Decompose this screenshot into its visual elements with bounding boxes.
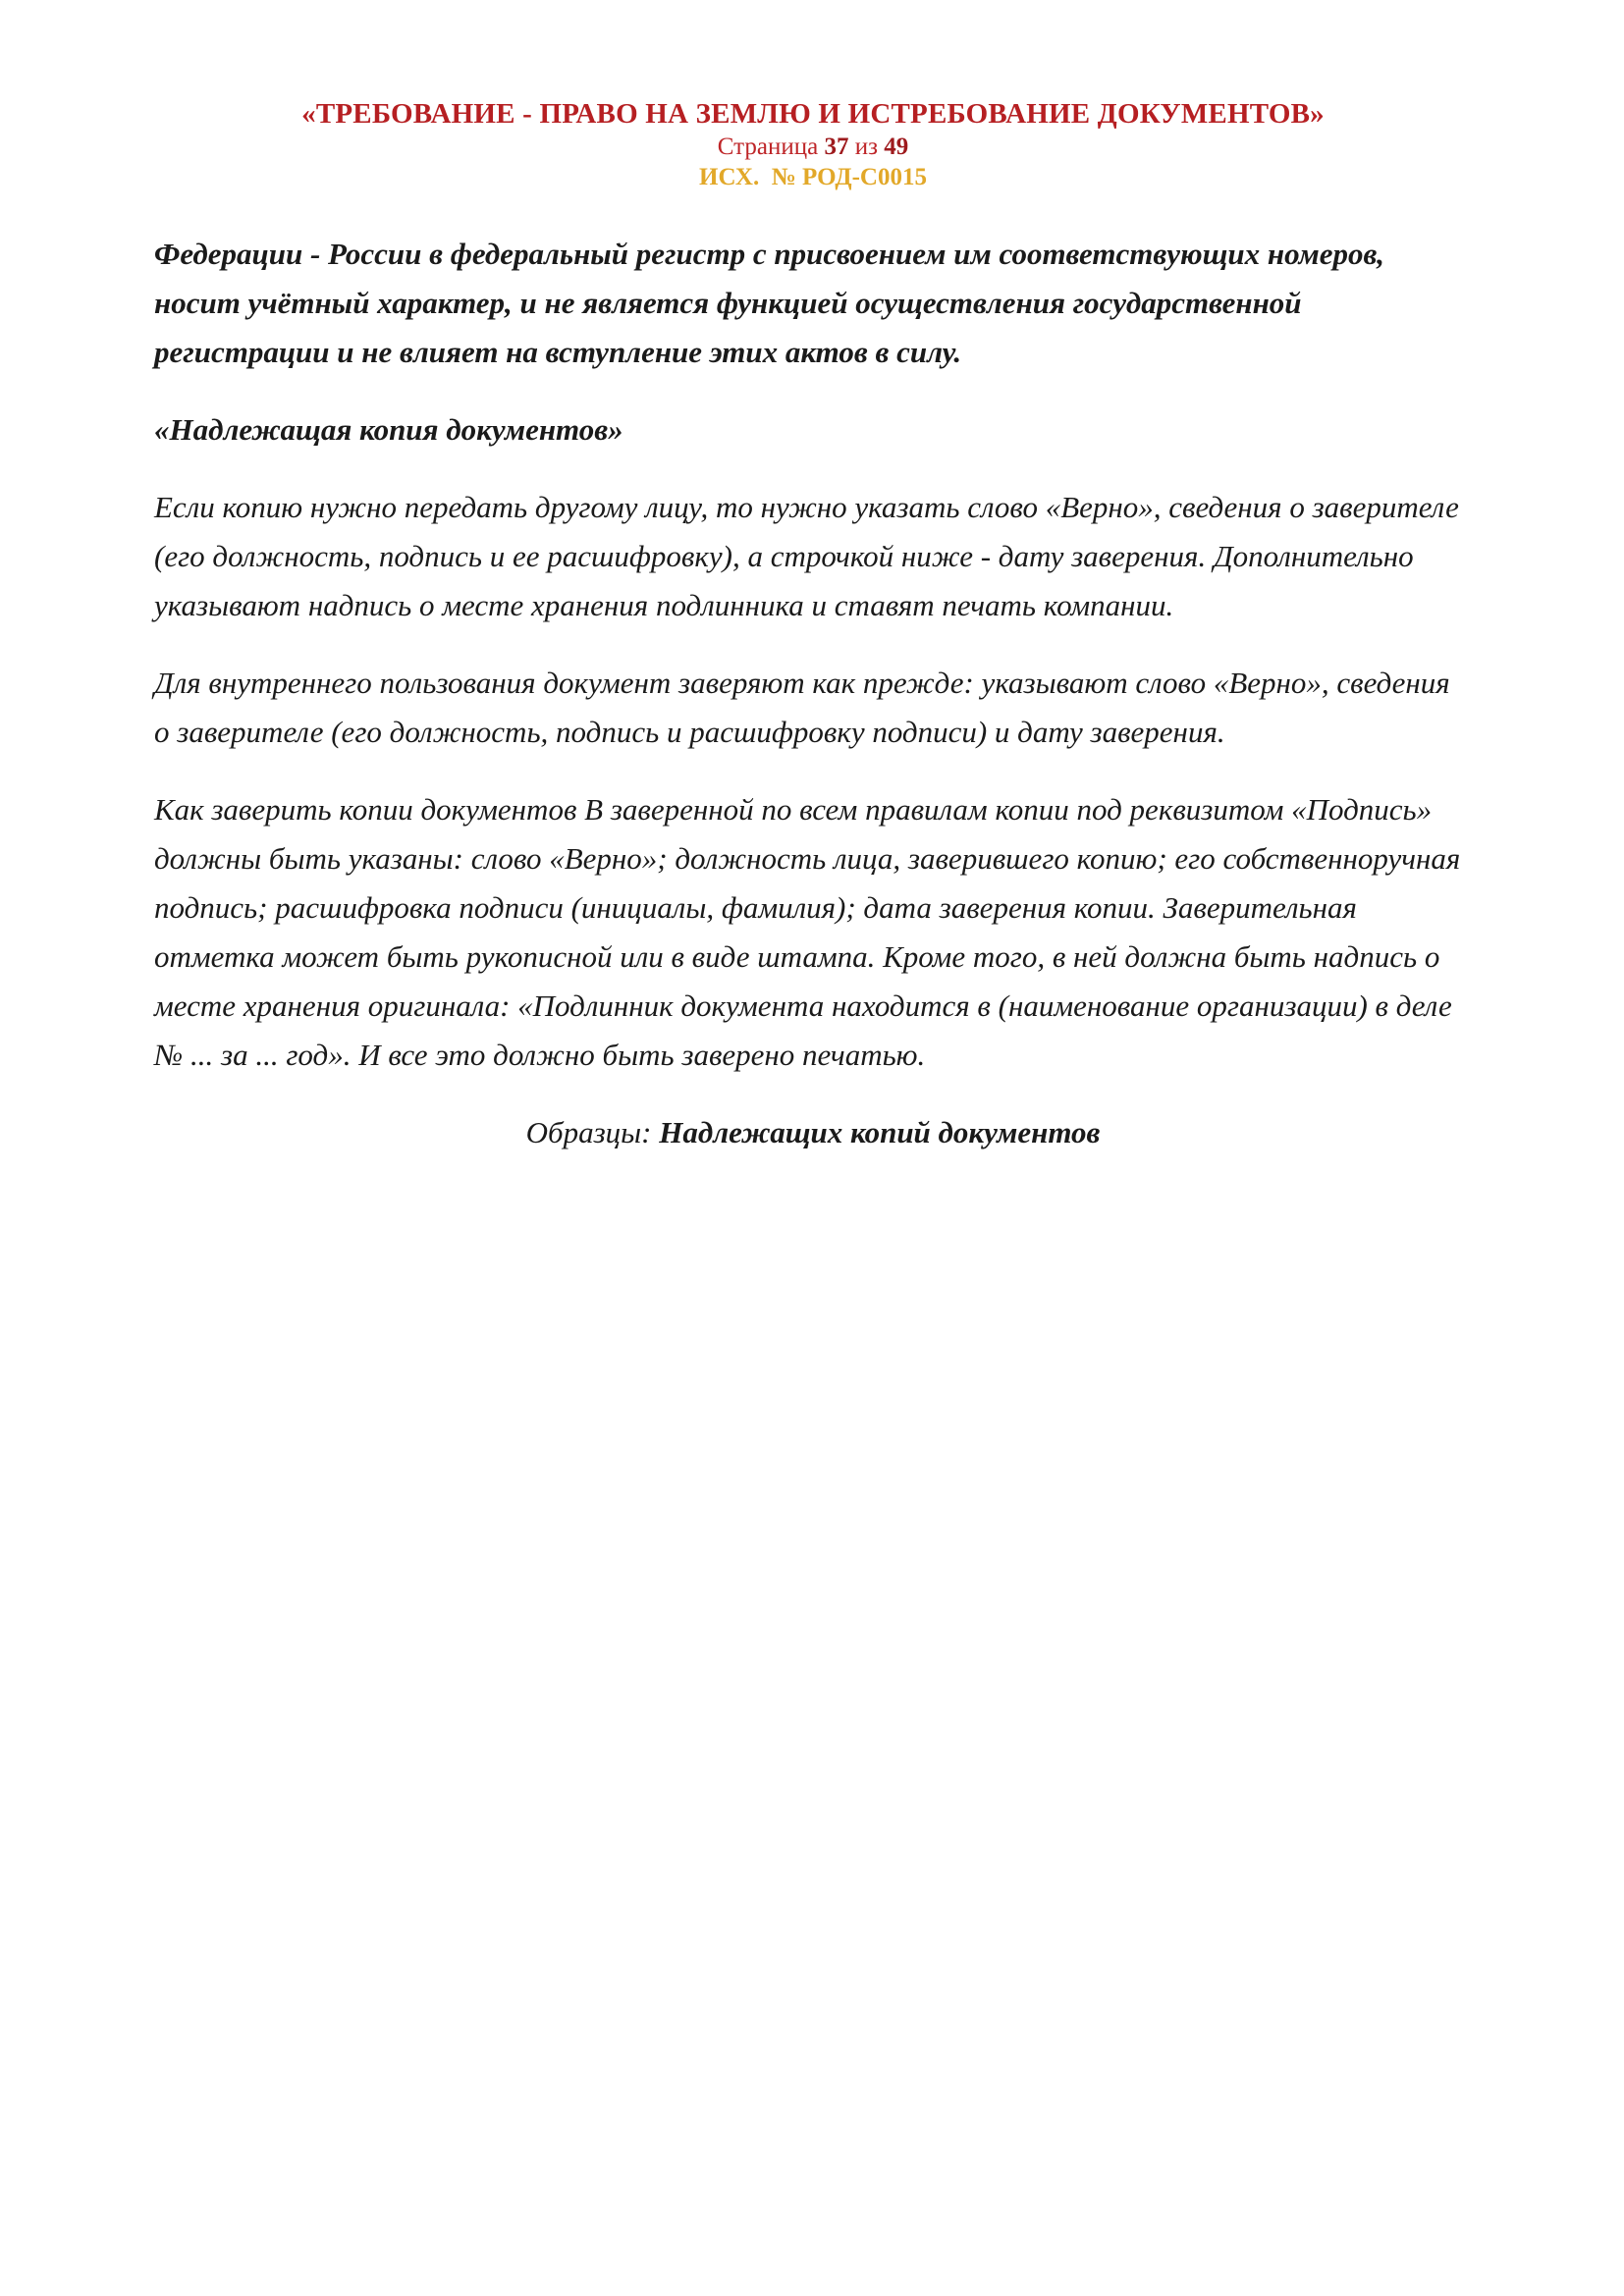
page-number-line xyxy=(154,132,1472,162)
page-number-label: Страница xyxy=(717,133,819,160)
page-number-total: 49 xyxy=(884,133,909,160)
samples-prefix: Образцы: xyxy=(525,1115,660,1149)
section-heading: «Надлежащая копия документов» xyxy=(154,412,623,447)
document-body xyxy=(154,230,1472,1157)
samples-title: Надлежащих копий документов xyxy=(659,1115,1101,1149)
document-title: «ТРЕБОВАНИЕ - ПРАВО НА ЗЕМЛЮ И ИСТРЕБОВАНИЕ ДОКУМЕНТОВ» xyxy=(301,98,1325,130)
paragraph-copy-transfer: Если копию нужно передать другому лицу, то нужно указать слово «Верно», сведения о заверителе (его должность, подпись и ее расшифровку), а строчкой ниже - дату заверения. Дополнительно указывают надпись о месте хранения подлинника и ставят печать компании. xyxy=(154,490,1459,622)
ref-number: ИСХ. № РОД-С0015 xyxy=(699,164,927,190)
page-number-of: из xyxy=(848,133,885,160)
paragraph-how-to-certify: Как заверить копии документов В заверенной по всем правилам копии под реквизитом «Подпись» должны быть указаны: слово «Верно»; должность лица, заверившего копию; его собственноручная подпись; расшифровка подписи (инициалы, фамилия); дата заверения копии. Заверительная отметка может быть рукописной или в виде штампа. Кроме того, в ней должна быть надпись о месте хранения оригинала: «Подлинник документа находится в (наименование организации) в деле № ... за ... год». И все это должно быть заверено печатью. xyxy=(154,792,1461,1072)
page-number-current: 37 xyxy=(824,133,849,160)
paragraph-internal-use: Для внутреннего пользования документ заверяют как прежде: указывают слово «Верно», сведения о заверителе (его должность, подпись и расшифровку подписи) и дату заверения. xyxy=(154,666,1450,749)
samples-caption xyxy=(154,1108,1472,1157)
intro-paragraph: Федерации - России в федеральный регистр с присвоением им соответствующих номеров, носит учётный характер, и не является функцией осуществления государственной регистрации и не влияет на вступление этих актов в силу. xyxy=(154,237,1385,369)
page-header xyxy=(154,96,1472,192)
